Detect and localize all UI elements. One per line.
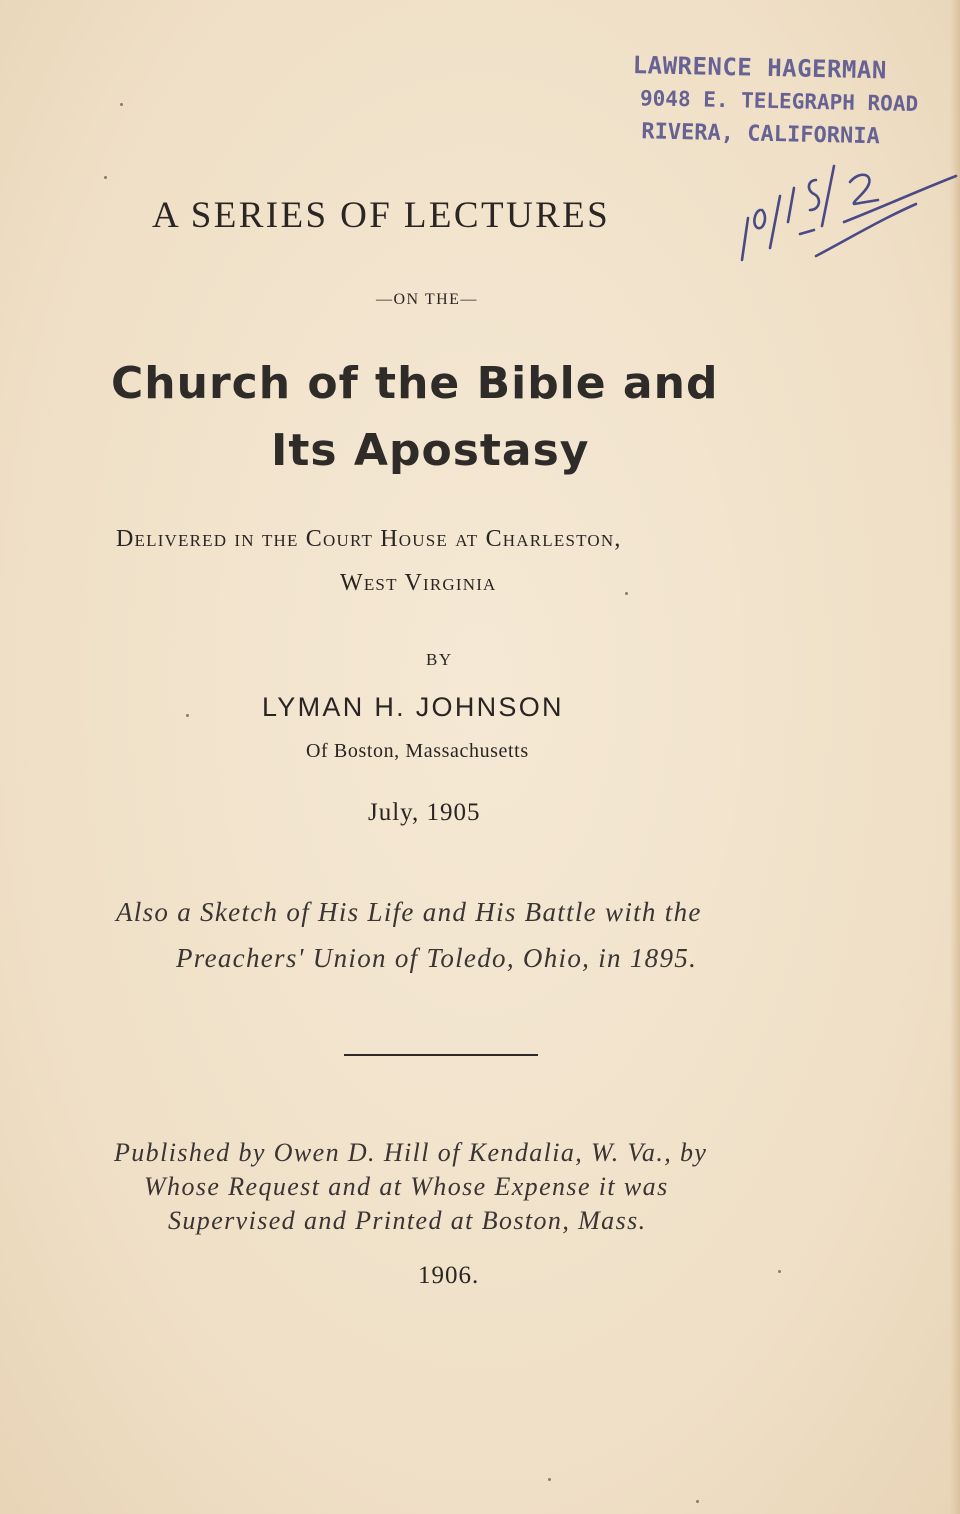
stamp-city: RIVERA, CALIFORNIA — [641, 119, 880, 150]
divider-rule — [344, 1054, 538, 1056]
publication-year: 1906. — [418, 1262, 480, 1289]
handwritten-date — [730, 160, 960, 270]
lecture-date: July, 1905 — [368, 799, 481, 826]
paper-speck — [548, 1478, 551, 1481]
by-label: BY — [426, 650, 453, 669]
on-the-subheading: —ON THE— — [376, 291, 478, 308]
book-title-line-1: Church of the Bible and — [111, 358, 719, 409]
paper-speck — [625, 592, 628, 595]
paper-speck — [104, 176, 107, 179]
publisher-line-1: Published by Owen D. Hill of Kendalia, W. Va., by — [114, 1138, 708, 1167]
author-name: LYMAN H. JOHNSON — [262, 692, 564, 722]
paper-speck — [120, 103, 123, 106]
delivered-line-1: Delivered in the Court House at Charleston, — [116, 526, 622, 552]
paper-speck — [186, 714, 189, 717]
publisher-line-3: Supervised and Printed at Boston, Mass. — [168, 1206, 647, 1235]
sketch-line-1: Also a Sketch of His Life and His Battle with the — [116, 897, 702, 927]
author-affiliation: Of Boston, Massachusetts — [306, 740, 529, 762]
stamp-address: 9048 E. TELEGRAPH ROAD — [639, 86, 919, 117]
stamp-name: LAWRENCE HAGERMAN — [632, 51, 888, 85]
series-heading: A SERIES OF LECTURES — [152, 195, 611, 236]
paper-speck — [778, 1270, 781, 1273]
sketch-line-2: Preachers' Union of Toledo, Ohio, in 1895. — [176, 943, 698, 973]
delivered-line-2: West Virginia — [340, 570, 497, 596]
paper-speck — [696, 1500, 699, 1503]
book-title-line-2: Its Apostasy — [271, 425, 590, 476]
publisher-line-2: Whose Request and at Whose Expense it was — [144, 1172, 669, 1201]
owner-stamp — [631, 49, 919, 154]
